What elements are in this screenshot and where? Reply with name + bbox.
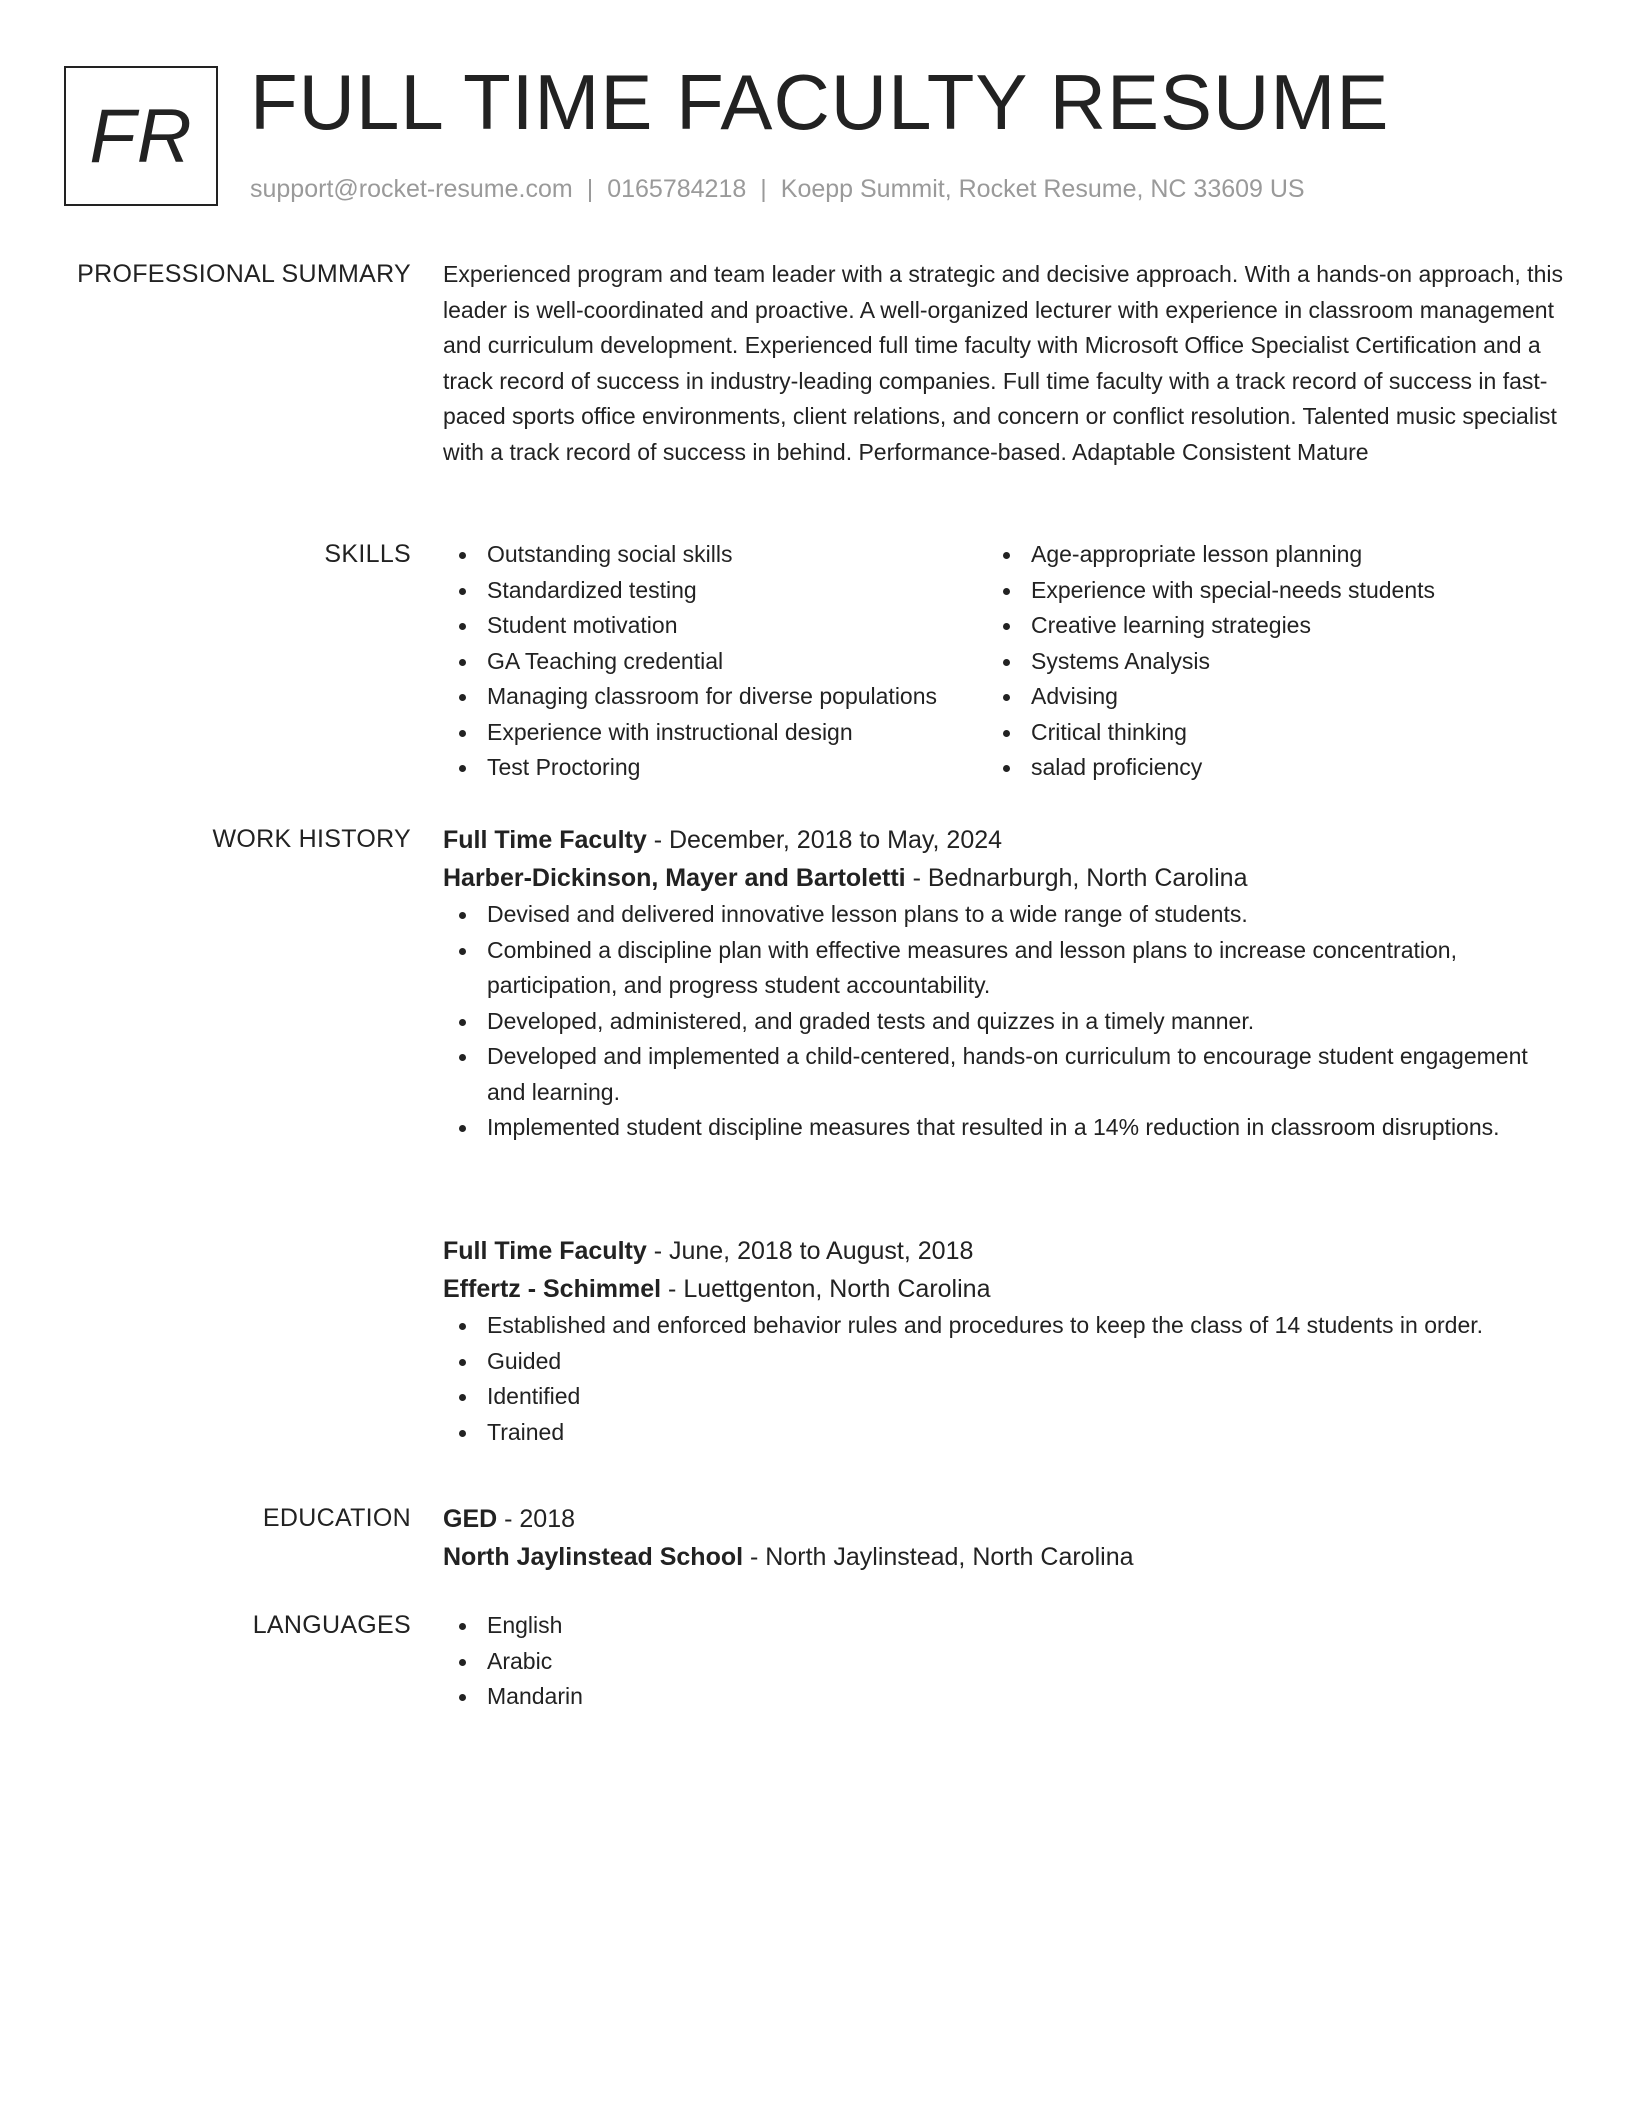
skill-item: Experience with special-needs students [987,573,1531,609]
work-history-job-2 [443,1232,1563,1450]
contact-phone: 0165784218 [607,175,747,203]
job-bullet: Implemented student discipline measures that resulted in a 14% reduction in classroom disruptions. [443,1110,1563,1146]
skill-item: salad proficiency [987,750,1531,786]
job-bullet: Developed, administered, and graded tests and quizzes in a timely manner. [443,1004,1563,1040]
job-bullet: Trained [443,1415,1563,1451]
education-school: North Jaylinstead School [443,1543,744,1571]
summary-section [443,257,1563,470]
job-company: Harber-Dickinson, Mayer and Bartoletti [443,864,906,892]
skills-label: SKILLS [324,540,411,568]
language-item: Arabic [443,1644,1563,1680]
contact-separator: | [586,175,594,203]
job-bullet: Developed and implemented a child-centered, hands-on curriculum to encourage student engagement and learning. [443,1039,1563,1110]
education-school-line [443,1538,1563,1576]
skills-list-right [987,537,1531,786]
skill-item: Age-appropriate lesson planning [987,537,1531,573]
skill-item: Creative learning strategies [987,608,1531,644]
languages-section [443,1608,1563,1715]
job-title: Full Time Faculty [443,1237,647,1265]
page-title: FULL TIME FACULTY RESUME [250,58,1390,146]
contact-email: support@rocket-resume.com [250,175,573,203]
job-company-line [443,859,1563,897]
languages-list [443,1608,1563,1715]
summary-label: PROFESSIONAL SUMMARY [77,260,411,288]
job-bullet: Guided [443,1344,1563,1380]
job-bullet-list [443,1308,1563,1450]
skill-item: Outstanding social skills [443,537,987,573]
skill-item: Experience with instructional design [443,715,987,751]
education-location: - North Jaylinstead, North Carolina [743,1543,1134,1571]
skills-list-left [443,537,987,786]
job-dates: - June, 2018 to August, 2018 [646,1237,974,1265]
skills-section [443,537,1563,786]
summary-text: Experienced program and team leader with a strategic and decisive approach. With a hands-on approach, this leader is well-coordinated and proactive. A well-organized lecturer with experience in classroom management and curriculum development. Experienced full time faculty with Microsoft Office Specialist Certification and a track record of success in industry-leading companies. Full time faculty with a track record of success in fast-paced sports office environments, client relations, and concern or conflict resolution. Talented music specialist with a track record of success in behind. Performance-based. Adaptable Consistent Mature [443,261,1563,465]
work-history-label: WORK HISTORY [212,825,411,853]
job-bullet: Devised and delivered innovative lesson plans to a wide range of students. [443,897,1563,933]
languages-label: LANGUAGES [252,1611,411,1639]
skill-item: Standardized testing [443,573,987,609]
skill-item: GA Teaching credential [443,644,987,680]
education-degree-line [443,1500,1563,1538]
job-bullet-list [443,897,1563,1146]
job-bullet: Identified [443,1379,1563,1415]
job-title-line [443,821,1563,859]
monogram-logo: FR [64,66,218,206]
education-year: - 2018 [497,1505,576,1533]
education-degree: GED [443,1505,498,1533]
contact-address: Koepp Summit, Rocket Resume, NC 33609 US [780,175,1305,203]
job-company: Effertz - Schimmel [443,1275,662,1303]
language-item: English [443,1608,1563,1644]
skill-item: Critical thinking [987,715,1531,751]
skills-grid [443,537,1563,786]
education-section [443,1500,1563,1576]
work-history-job-1 [443,821,1563,1146]
skill-item: Advising [987,679,1531,715]
job-location: - Luettgenton, North Carolina [661,1275,991,1303]
job-title-line [443,1232,1563,1270]
job-title: Full Time Faculty [443,826,647,854]
skill-item: Test Proctoring [443,750,987,786]
job-bullet: Combined a discipline plan with effective measures and lesson plans to increase concentration, participation, and progress student accountability. [443,933,1563,1004]
skill-item: Systems Analysis [987,644,1531,680]
skill-item: Student motivation [443,608,987,644]
language-item: Mandarin [443,1679,1563,1715]
skill-item: Managing classroom for diverse populations [443,679,987,715]
job-dates: - December, 2018 to May, 2024 [646,826,1003,854]
job-bullet: Established and enforced behavior rules and procedures to keep the class of 14 students in order. [443,1308,1563,1344]
contact-line [250,172,1305,206]
contact-separator: | [760,175,767,203]
education-label: EDUCATION [262,1504,411,1532]
job-company-line [443,1270,1563,1308]
job-location: - Bednarburgh, North Carolina [905,864,1248,892]
